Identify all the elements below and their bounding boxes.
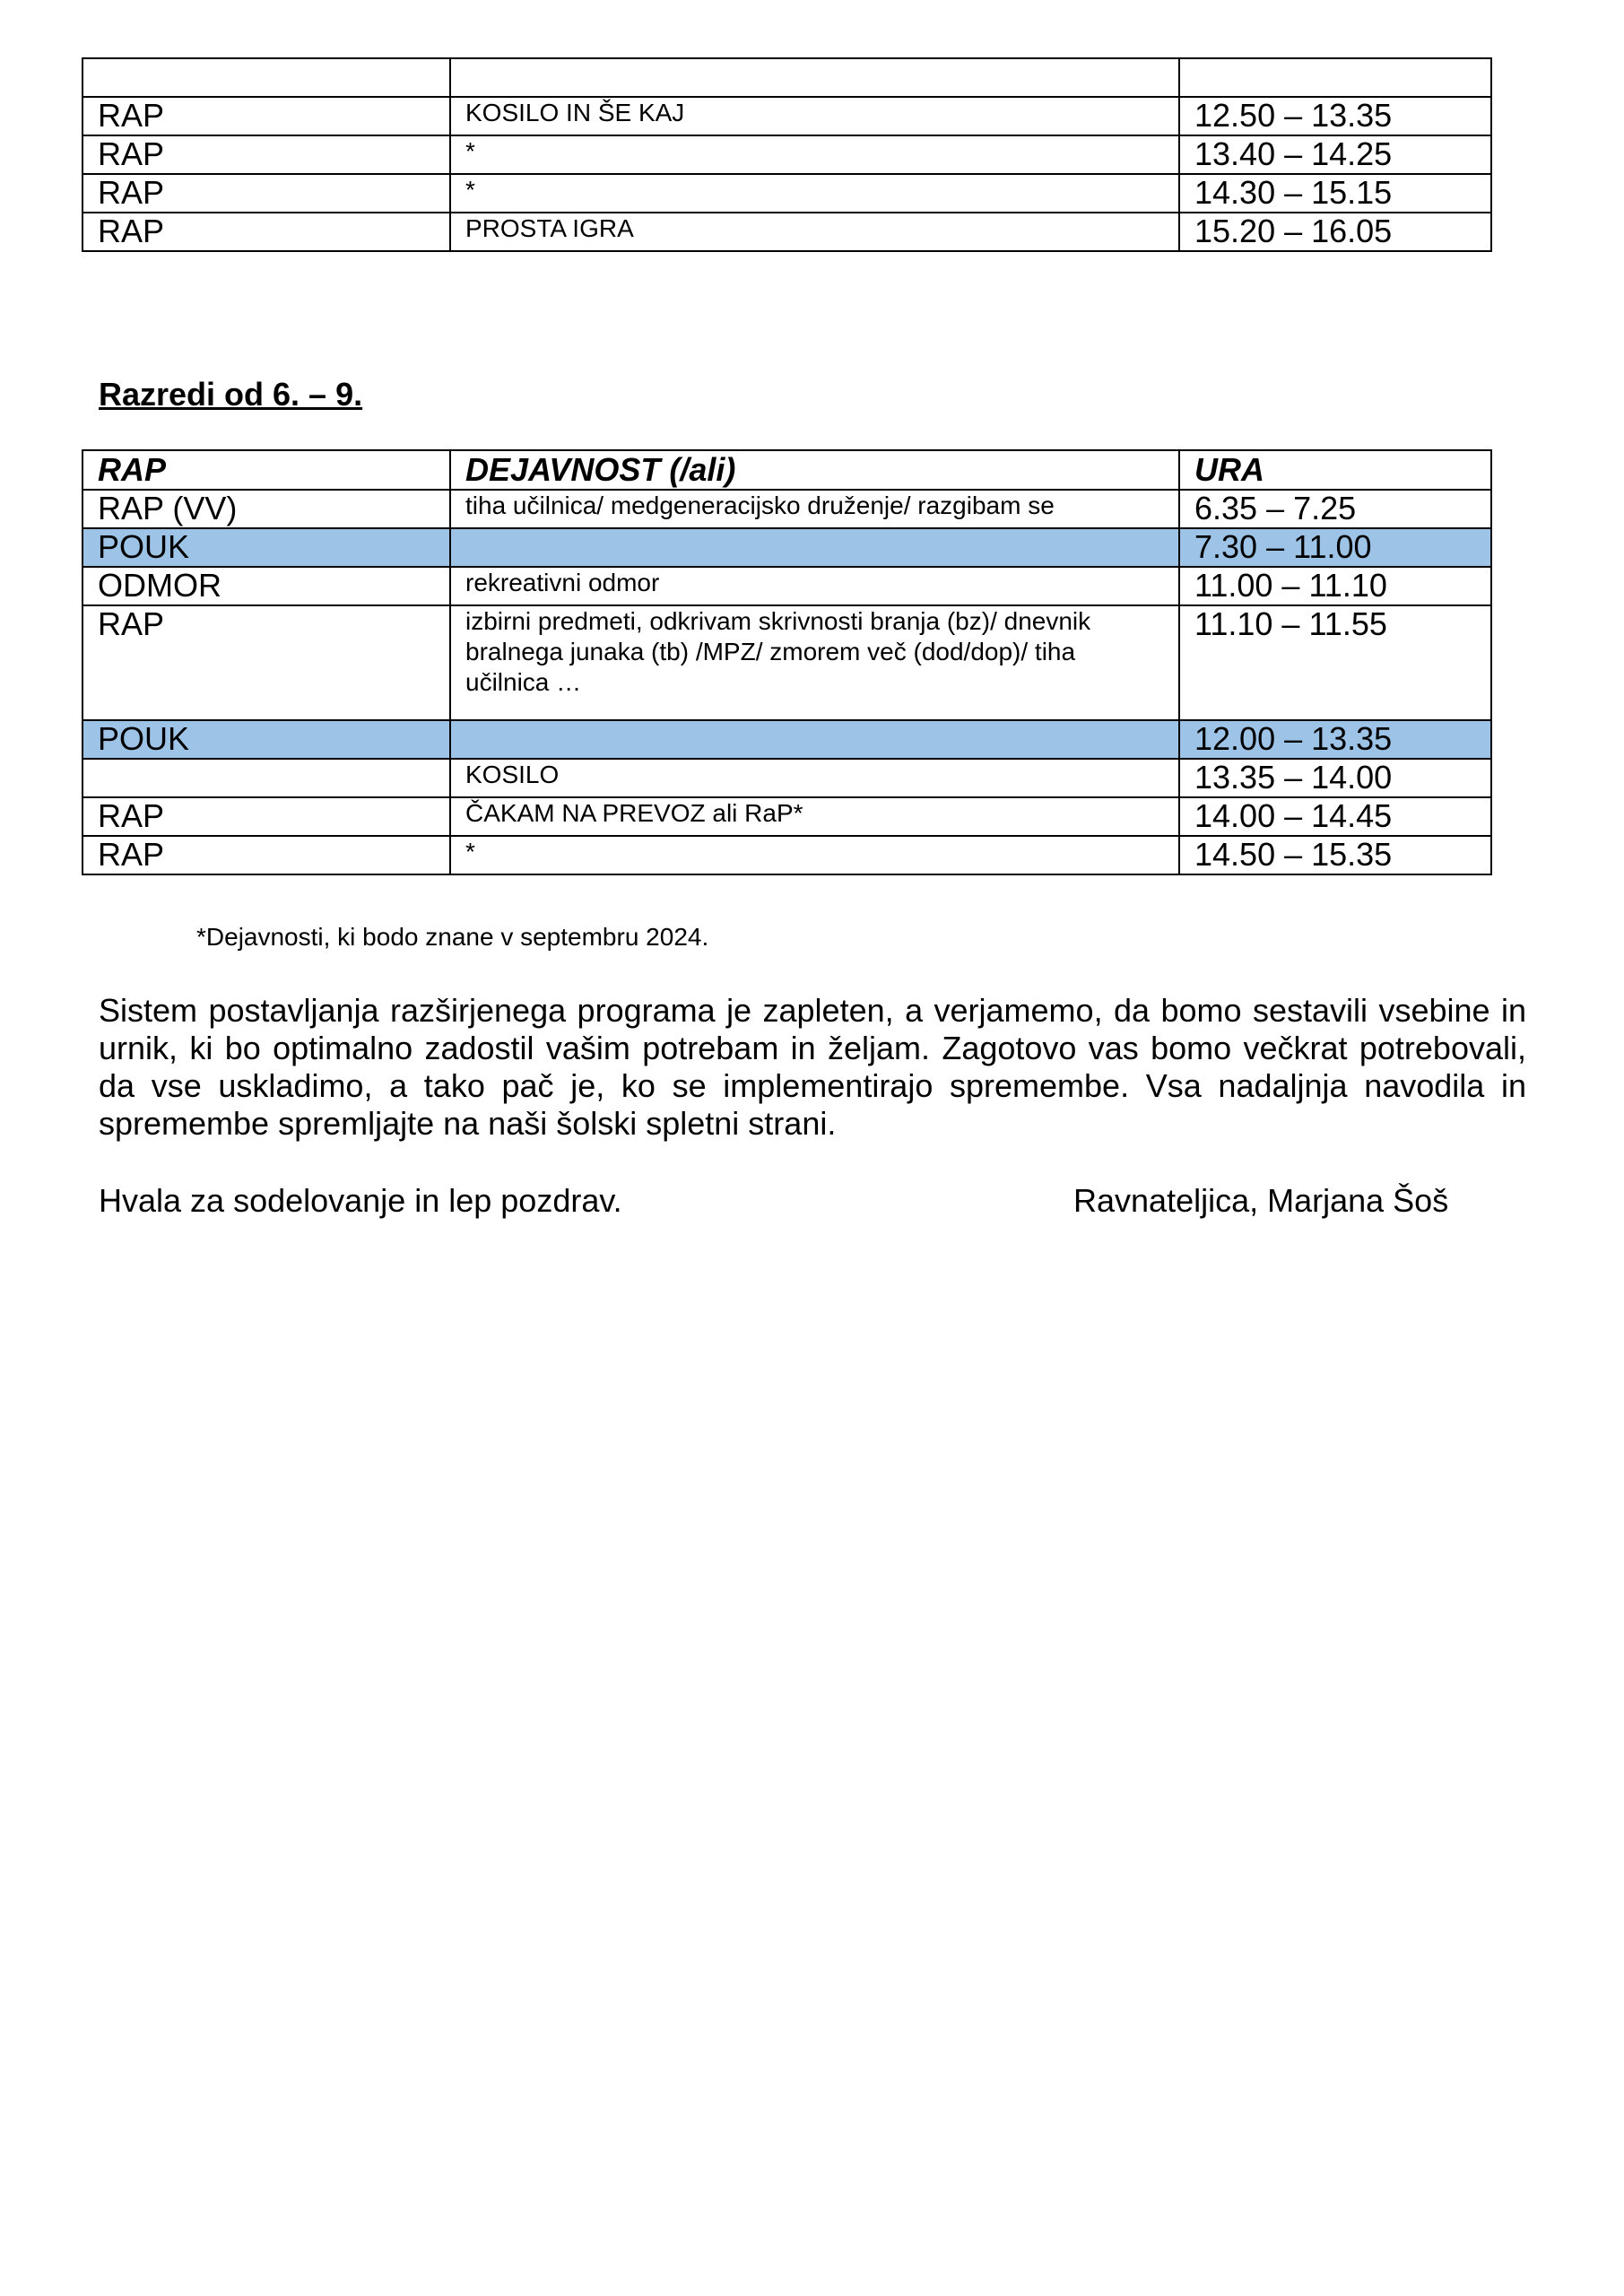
activity-cell: KOSILO IN ŠE KAJ — [450, 97, 1179, 135]
activity-cell: * — [450, 135, 1179, 174]
table-row — [83, 797, 1491, 836]
time-cell: 7.30 – 11.00 — [1179, 528, 1491, 567]
rap-cell: POUK — [83, 528, 450, 567]
time-cell: 6.35 – 7.25 — [1179, 490, 1491, 528]
rap-cell: RAP — [83, 605, 450, 720]
activity-cell: izbirni predmeti, odkrivam skrivnosti branja (bz)/ dnevnik bralnega junaka (tb) /MPZ/ zmorem več (dod/dop)/ tiha učilnica … — [450, 605, 1179, 720]
main-schedule-table — [82, 449, 1492, 875]
table-row — [83, 97, 1491, 135]
rap-cell: ODMOR — [83, 567, 450, 605]
time-cell: 14.00 – 14.45 — [1179, 797, 1491, 836]
activity-cell: KOSILO — [450, 759, 1179, 797]
rap-cell: RAP — [83, 97, 450, 135]
activity-cell: rekreativni odmor — [450, 567, 1179, 605]
time-cell: 13.35 – 14.00 — [1179, 759, 1491, 797]
table-row — [83, 605, 1491, 720]
rap-cell: RAP — [83, 836, 450, 874]
table-row — [83, 759, 1491, 797]
closing-line: Hvala za sodelovanje in lep pozdrav. — [99, 1182, 622, 1219]
header-rap: RAP — [83, 450, 450, 490]
table-row — [83, 213, 1491, 251]
time-cell: 13.40 – 14.25 — [1179, 135, 1491, 174]
top-schedule-table — [82, 57, 1492, 252]
table-row — [83, 836, 1491, 874]
activity-cell — [450, 528, 1179, 567]
rap-cell — [83, 759, 450, 797]
activity-cell: * — [450, 836, 1179, 874]
activity-cell: ČAKAM NA PREVOZ ali RaP* — [450, 797, 1179, 836]
table-header-row — [83, 450, 1491, 490]
rap-cell: RAP — [83, 174, 450, 213]
rap-cell: POUK — [83, 720, 450, 759]
activity-cell: PROSTA IGRA — [450, 213, 1179, 251]
time-cell: 12.50 – 13.35 — [1179, 97, 1491, 135]
table-row — [83, 135, 1491, 174]
activity-cell: * — [450, 174, 1179, 213]
rap-cell: RAP — [83, 797, 450, 836]
time-cell — [1179, 58, 1491, 97]
signature-line: Ravnateljica, Marjana Šoš — [1073, 1182, 1449, 1219]
activity-cell — [450, 720, 1179, 759]
table-row — [83, 490, 1491, 528]
time-cell: 14.30 – 15.15 — [1179, 174, 1491, 213]
activity-cell — [450, 58, 1179, 97]
rap-cell: RAP — [83, 213, 450, 251]
footnote: *Dejavnosti, ki bodo znane v septembru 2024. — [196, 923, 709, 951]
header-activity: DEJAVNOST (/ali) — [450, 450, 1179, 490]
table-row-highlighted — [83, 720, 1491, 759]
table-row-highlighted — [83, 528, 1491, 567]
time-cell: 15.20 – 16.05 — [1179, 213, 1491, 251]
table-row — [83, 58, 1491, 97]
rap-cell: RAP (VV) — [83, 490, 450, 528]
time-cell: 11.00 – 11.10 — [1179, 567, 1491, 605]
body-paragraph: Sistem postavljanja razširjenega programa je zapleten, a verjamemo, da bomo sestavili vsebine in urnik, ki bo optimalno zadostil vašim potrebam in željam. Zagotovo vas bomo večkrat potrebovali, da vse uskladimo, a tako pač je, ko se implementirajo spremembe. Vsa nadaljnja navodila in spremembe spremljajte na naši šolski spletni strani. — [99, 992, 1526, 1142]
time-cell: 12.00 – 13.35 — [1179, 720, 1491, 759]
header-time: URA — [1179, 450, 1491, 490]
section-heading: Razredi od 6. – 9. — [99, 376, 363, 413]
time-cell: 11.10 – 11.55 — [1179, 605, 1491, 720]
activity-cell: tiha učilnica/ medgeneracijsko druženje/ razgibam se — [450, 490, 1179, 528]
rap-cell — [83, 58, 450, 97]
table-row — [83, 567, 1491, 605]
table-row — [83, 174, 1491, 213]
time-cell: 14.50 – 15.35 — [1179, 836, 1491, 874]
rap-cell: RAP — [83, 135, 450, 174]
